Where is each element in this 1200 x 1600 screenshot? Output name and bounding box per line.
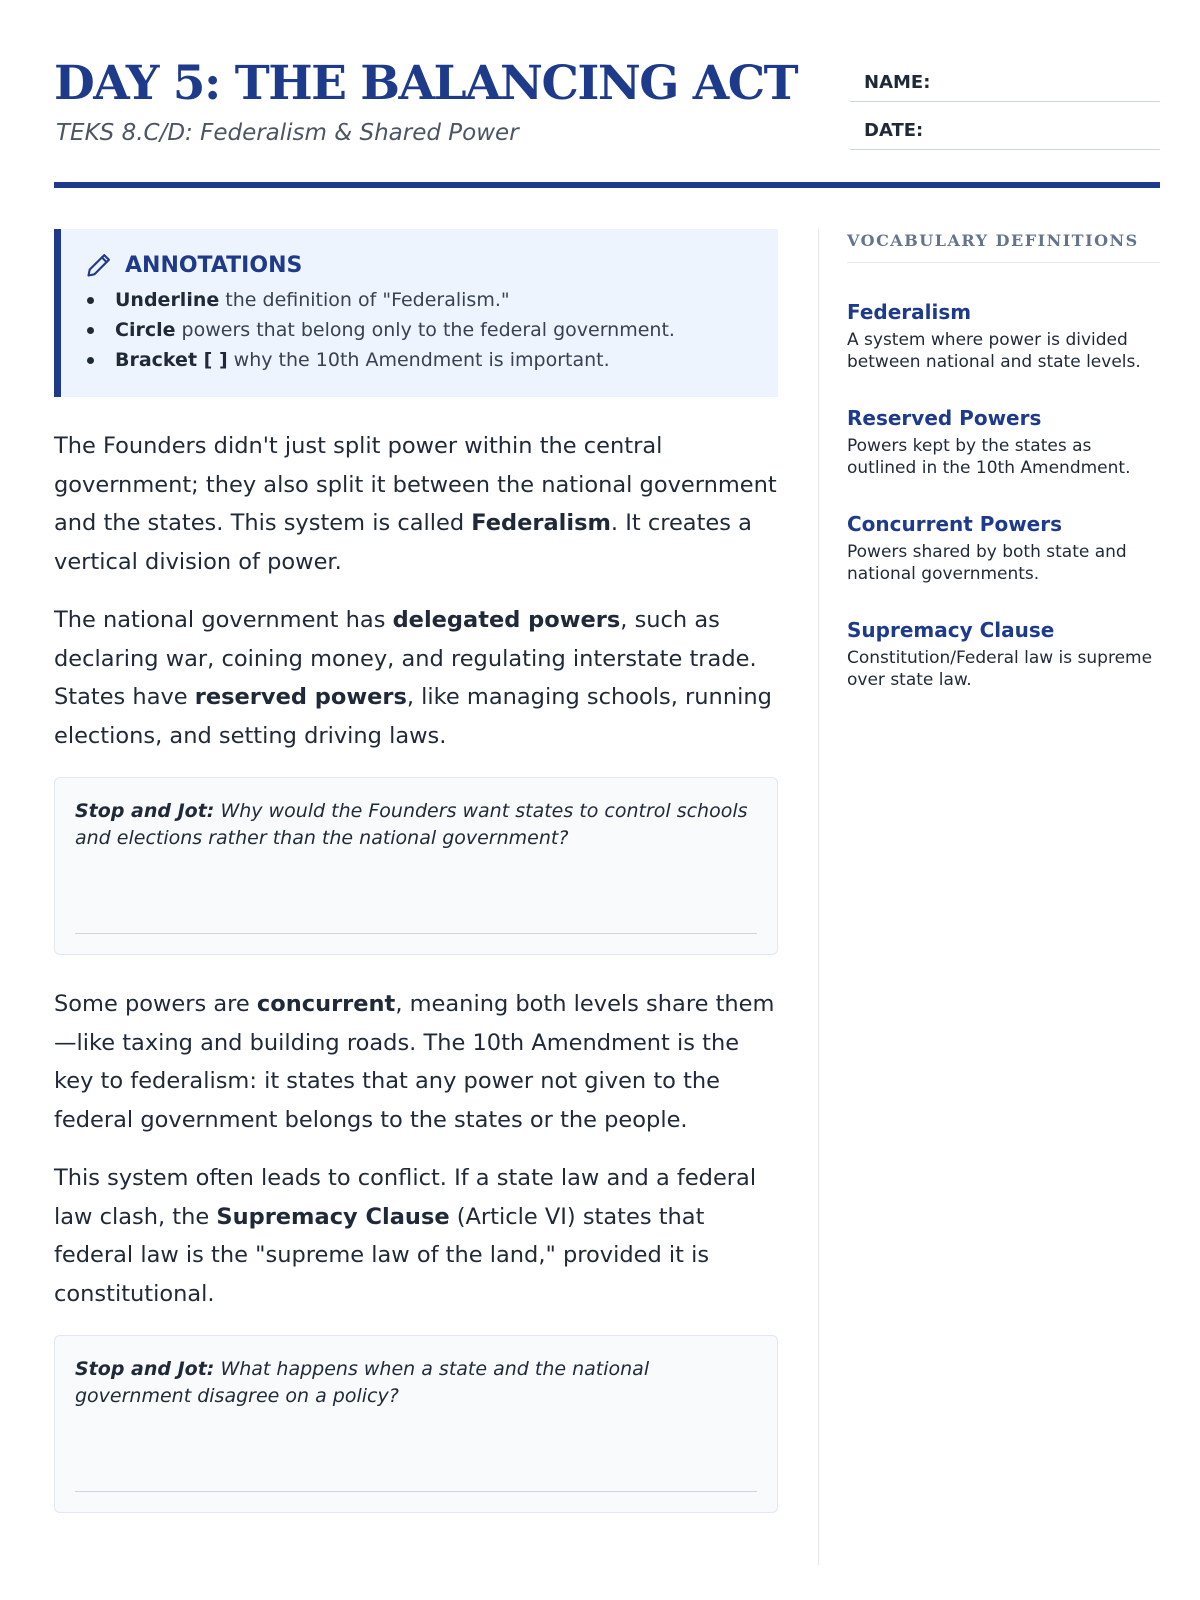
annotation-text: why the 10th Amendment is important. [227, 349, 610, 371]
key-term: delegated powers [392, 607, 621, 633]
vocab-term: Reserved Powers [847, 406, 1042, 430]
text-run: Some powers are [54, 991, 257, 1017]
vocabulary-sidebar [818, 229, 1160, 1565]
vocab-term: Supremacy Clause [847, 618, 1055, 642]
key-term: Supremacy Clause [216, 1203, 450, 1230]
annotation-item [85, 315, 778, 345]
text-run: , like managing schools, running elections, and setting driving laws. [54, 684, 772, 749]
annotations-header [85, 249, 778, 281]
jot-label: Stop and Jot: [75, 1358, 215, 1380]
jot-label: Stop and Jot: [75, 800, 215, 822]
stop-and-jot-box-2[interactable] [54, 1335, 778, 1513]
name-label: NAME: [864, 72, 931, 93]
paragraph-federalism [54, 427, 778, 581]
answer-line[interactable] [75, 1491, 757, 1493]
annotations-heading: ANNOTATIONS [125, 252, 303, 278]
key-term: reserved powers [194, 684, 407, 710]
annotation-item [85, 285, 778, 315]
vocab-term: Concurrent Powers [847, 512, 1063, 536]
vocab-term-concurrent-powers [847, 511, 1160, 585]
jot-prompt [75, 1356, 757, 1410]
vocab-definition: Powers shared by both state and national governments. [847, 542, 1127, 584]
vocab-term-federalism [847, 299, 1160, 373]
key-term: concurrent [256, 991, 396, 1017]
vocab-definition: Constitution/Federal law is supreme over state law. [847, 648, 1153, 690]
text-run: , such as declaring war, coining money, and regulating interstate trade. States have [54, 607, 757, 710]
stop-and-jot-box-1[interactable] [54, 777, 778, 955]
page-title: DAY 5: THE BALANCING ACT [54, 56, 798, 111]
vocabulary-heading: VOCABULARY DEFINITIONS [847, 229, 1160, 263]
text-run: . It creates a vertical division of power. [54, 510, 752, 575]
text-run: This system often leads to conflict. If a state law and a federal law clash, the [54, 1165, 757, 1230]
annotation-action: Circle [115, 319, 176, 341]
vocab-definition: Powers kept by the states as outlined in the 10th Amendment. [847, 436, 1131, 478]
jot-question: Why would the Founders want states to control schools and elections rather than the national government? [75, 800, 748, 849]
annotation-action: Underline [115, 289, 220, 311]
text-run: The Founders didn't just split power within the central government; they also split it between the national government and the states. This system is called [54, 433, 777, 536]
annotation-item [85, 345, 778, 375]
answer-line[interactable] [75, 933, 757, 935]
vocab-term-supremacy-clause [847, 617, 1160, 691]
key-term: Federalism [471, 510, 611, 536]
pencil-icon [85, 251, 113, 279]
page-subtitle: TEKS 8.C/D: Federalism & Shared Power [56, 120, 519, 146]
text-run: , meaning both levels share them—like taxing and building roads. The 10th Amendment is the key to federalism: it states that any power not given to the federal government belongs to the states or the people. [54, 991, 775, 1133]
vocab-term: Federalism [847, 300, 972, 324]
main-content [54, 229, 778, 1513]
paragraph-concurrent [54, 985, 778, 1139]
text-run: (Article VI) states that federal law is the "supreme law of the land," provided it is constitutional. [54, 1203, 710, 1307]
header-divider [54, 182, 1160, 188]
annotations-box [54, 229, 778, 397]
paragraph-supremacy [54, 1159, 778, 1313]
annotation-text: the definition of "Federalism." [219, 289, 510, 311]
name-field[interactable] [850, 56, 1160, 102]
text-run: The national government has [54, 607, 393, 633]
annotations-list [85, 285, 778, 375]
date-label: DATE: [864, 120, 924, 141]
vocab-term-reserved-powers [847, 405, 1160, 479]
date-field[interactable] [850, 104, 1160, 150]
vocab-definition: A system where power is divided between national and state levels. [847, 330, 1141, 372]
jot-question: What happens when a state and the national government disagree on a policy? [75, 1358, 650, 1407]
paragraph-delegated-reserved [54, 601, 778, 755]
annotation-action: Bracket [ ] [115, 349, 228, 371]
annotation-text: powers that belong only to the federal government. [175, 319, 675, 341]
worksheet-header [54, 56, 1160, 188]
jot-prompt [75, 798, 757, 852]
